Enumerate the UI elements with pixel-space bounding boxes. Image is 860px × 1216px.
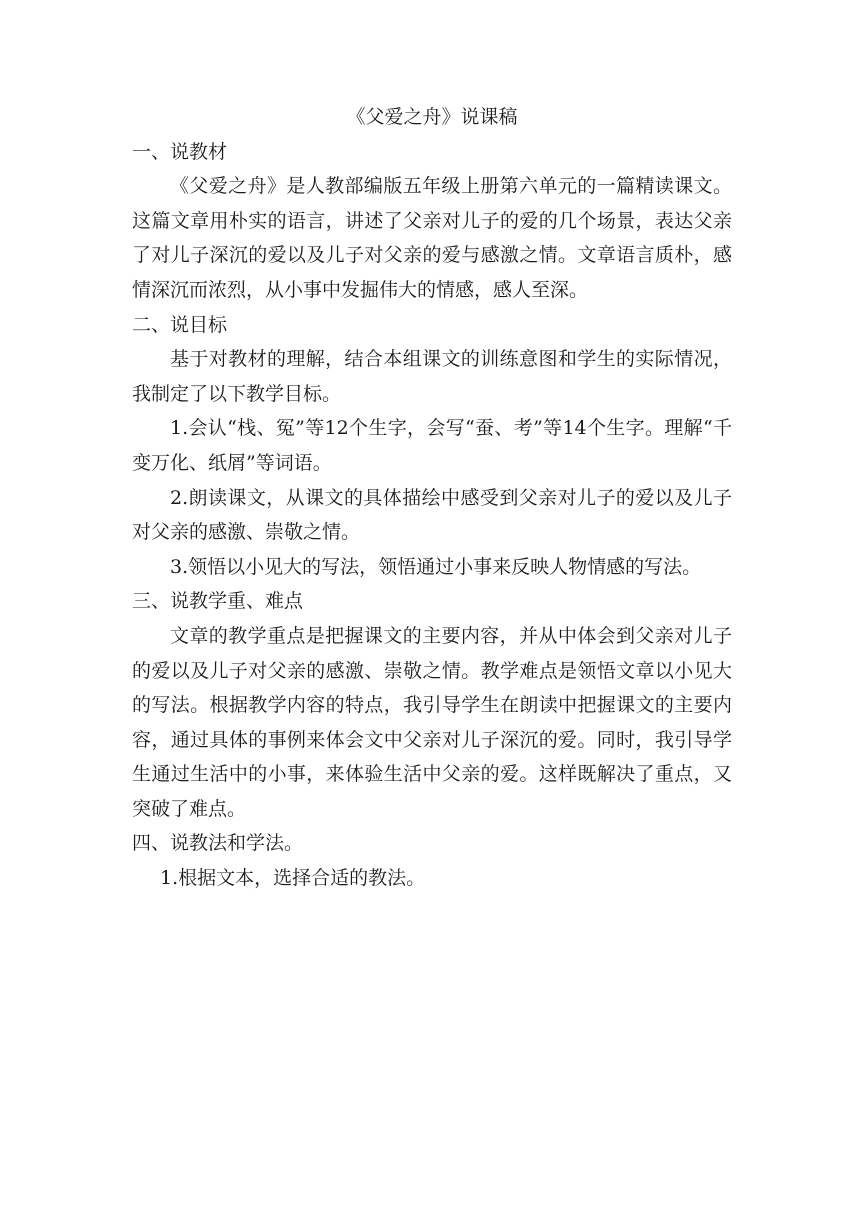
section-heading-textbook: 一、说教材 (132, 140, 228, 163)
document-title: 《父爱之舟》说课稿 (346, 106, 518, 128)
goal-item-3: 3.领悟以小见大的写法，领悟通过小事来反映人物情感的写法。 (170, 555, 702, 578)
document-body (132, 100, 732, 896)
paragraph-goals-intro: 基于对教材的理解，结合本组课文的训练意图和学生的实际情况，我制定了以下教学目标。 (132, 348, 732, 405)
section-heading-goals: 二、说目标 (132, 313, 228, 336)
section-heading-key-points: 三、说教学重、难点 (132, 590, 304, 613)
paragraph-textbook: 《父爱之舟》是人教部编版五年级上册第六单元的一篇精读课文。这篇文章用朴实的语言，讲述了父亲对儿子的爱的几个场景，表达父亲了对儿子深沉的爱以及儿子对父亲的爱与感激之情。文章语言质朴，感情深沉而浓烈，从小事中发掘伟大的情感，感人至深。 (132, 175, 732, 301)
section-heading-methods: 四、说教法和学法。 (132, 832, 304, 855)
goal-item-2: 2.朗读课文，从课文的具体描绘中感受到父亲对儿子的爱以及儿子对父亲的感激、崇敬之情。 (132, 486, 732, 544)
paragraph-key-points: 文章的教学重点是把握课文的主要内容，并从中体会到父亲对儿子的爱以及儿子对父亲的感激、崇敬之情。教学难点是领悟文章以小见大的写法。根据教学内容的特点，我引导学生在朗读中把握课文的主要内容，通过具体的事例来体会文中父亲对儿子深沉的爱。同时，我引导学生通过生活中的小事，来体验生活中父亲的爱。这样既解决了重点，又突破了难点。 (132, 624, 732, 820)
methods-item-1: 1.根据文本，选择合适的教法。 (160, 867, 426, 890)
goal-item-1: 1.会认“栈、冤”等12个生字，会写“蚕、考”等14个生字。理解“千变万化、纸屑”等词语。 (132, 417, 732, 474)
